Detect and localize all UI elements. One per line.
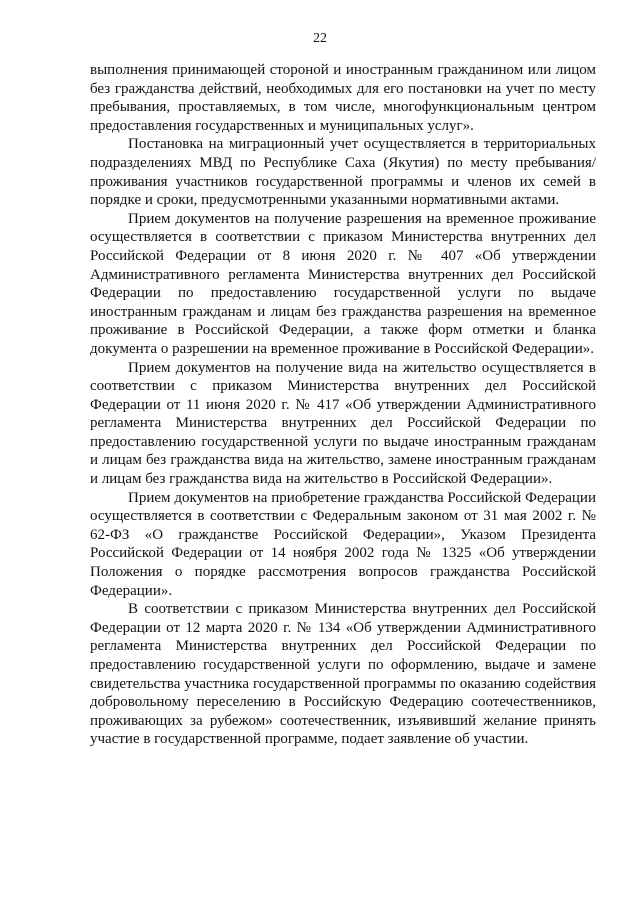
paragraph-migration-registration: Постановка на миграционный учет осуществляется в территориальных подразделениях МВД по Республике Саха (Якутия) по месту пребывания/проживания участников государственной программы и членов их семей в порядке и сроки, предусмотренными указанными нормативными актами. xyxy=(90,136,596,209)
paragraph-program-certificate: В соответствии с приказом Министерства внутренних дел Российской Федерации от 12 марта 2020 г. № 134 «Об утверждении Административного регламента Министерства внутренних дел Российской Федерации по предоставлению государственной услуги по оформлению, выдаче и замене свидетельства участника государственной программы по оказанию содействия добровольному переселению в Российскую Федерацию соотечественников, проживающих за рубежом» соотечественник, изъявивший желание принять участие в государственной программе, подает заявление об участии. xyxy=(90,601,596,748)
paragraph-continuation: выполнения принимающей стороной и иностранным гражданином или лицом без гражданства действий, необходимых для его постановки на учет по месту пребывания, проставляемых, в том числе, многофункциональным центром предоставления государственных и муниципальных услуг». xyxy=(90,62,596,134)
paragraph-temporary-residence: Прием документов на получение разрешения на временное проживание осуществляется в соответствии с приказом Министерства внутренних дел Российской Федерации от 8 июня 2020 г. № 407 «Об утверждении Административного регламента Министерства внутренних дел Российской Федерации по предоставлению государственной услуги по выдаче иностранным гражданам и лицам без гражданства разрешения на временное проживание в Российской Федерации, а также форм отметки и бланка документа о разрешении на временное проживание в Российской Федерации». xyxy=(90,210,596,357)
paragraph-residence-permit: Прием документов на получение вида на жительство осуществляется в соответствии с приказом Министерства внутренних дел Российской Федерации от 11 июня 2020 г. № 417 «Об утверждении Административного регламента Министерства внутренних дел Российской Федерации по предоставлению государственной услуги по выдаче иностранным гражданам и лицам без гражданства вида на жительство, замене иностранным гражданам и лицам без гражданства вида на жительство в Российской Федерации». xyxy=(90,359,596,488)
document-body xyxy=(90,61,596,749)
paragraph-citizenship: Прием документов на приобретение гражданства Российской Федерации осуществляется в соответствии с Федеральным законом от 31 мая 2002 г. № 62-ФЗ «О гражданстве Российской Федерации», Указом Президента Российской Федерации от 14 ноября 2002 года № 1325 «Об утверждении Положения о порядке рассмотрения вопросов гражданства Российской Федерации». xyxy=(90,489,596,599)
page-number: 22 xyxy=(313,31,327,46)
